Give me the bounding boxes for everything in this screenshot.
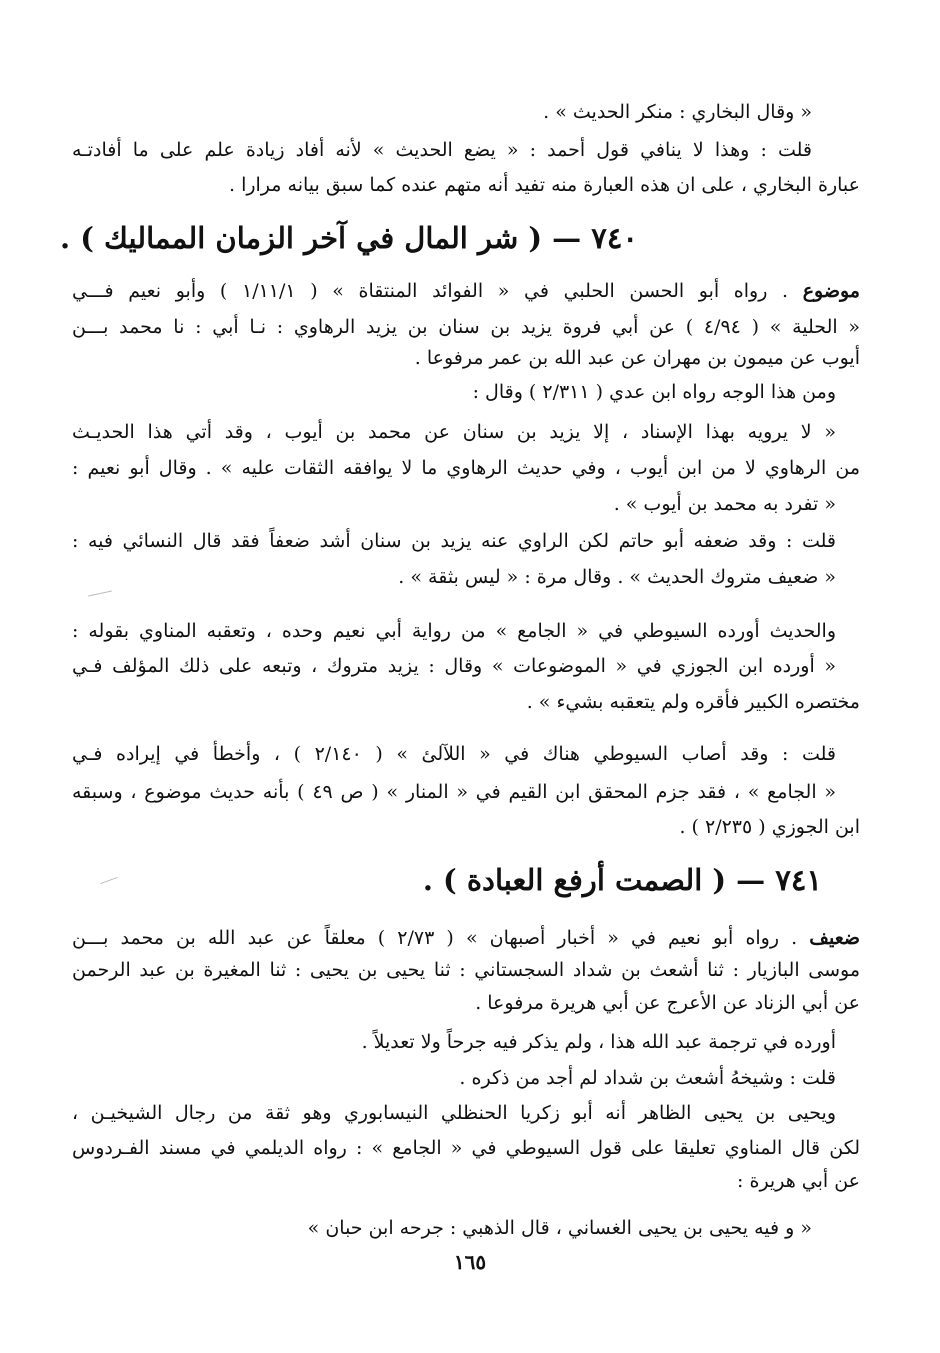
text-line: مختصره الكبير فأقره ولم يتعقبه بشيء » . [526,691,860,713]
text-line: عبارة البخاري ، على ان هذه العبارة منه تفيد أنه متهم عنده كما سبق بيانه مرارا . [229,174,860,196]
text-line: والحديث أورده السيوطي في « الجامع » من رواية أبي نعيم وحده ، وتعقبه المناوي بقوله : [72,620,836,642]
text-line: « الجامع » ، فقد جزم المحقق ابن القيم في « المنار » ( ص ٤٩ ) بأنه حديث موضوع ، وسبقه [72,781,836,803]
grade-line [72,924,860,952]
grade-line [72,277,860,305]
scan-mark [88,591,112,597]
text-line: أيوب عن ميمون بن مهران عن عبد الله بن عمر مرفوعا . [414,347,860,369]
text-line: عن أبي الزناد عن الأعرج عن أبي هريرة مرفوعا . [475,992,860,1014]
quote-line: من الرهاوي لا من ابن أيوب ، وفي حديث الرهاوي ما لا يوافقه الثقات عليه » . وقال أبو نعيم : [72,457,860,479]
page-number: ١٦٥ [453,1250,487,1274]
quote-line: « تفرد به محمد بن أيوب » . [613,493,836,515]
text-line: عن أبي هريرة : [737,1170,860,1192]
hadith-heading-741: ٧٤١ — ( الصمت أرفع العبادة ) . [422,863,822,897]
quote-line: « أورده ابن الجوزي في « الموضوعات » وقال : يزيد متروك ، وتبعه على ذلك المؤلف فـي [72,655,836,677]
grade-line-text: . رواه أبو الحسن الحلبي في « الفوائد المنتقاة » ( ١/١١/١ ) وأبو نعيم فـــي [72,280,789,302]
quote-line: « و فيه يحيى بن يحيى الغساني ، قال الذهبي : جرحه ابن حبان » [307,1217,812,1239]
text-line: لكن قال المناوي تعليقا على قول السيوطي في « الجامع » : رواه الديلمي في مسند الفـردوس [72,1137,860,1159]
text-line: ابن الجوزي ( ٢/٢٣٥ ) . [679,816,860,838]
text-line: قلت : وهذا لا ينافي قول أحمد : « يضع الحديث » لأنه أفاد زيادة علم على ما أفادتـه [72,139,812,161]
quote-line: « لا يرويه بهذا الإسناد ، إلا يزيد بن سنان عن محمد بن أيوب ، وقد أتي هذا الحديـث [72,421,836,443]
text-line: قلت : وقد أصاب السيوطي هناك في « اللآلئ » ( ٢/١٤٠ ) ، وأخطأ في إيراده فـي [72,743,836,765]
text-line: ومن هذا الوجه رواه ابن عدي ( ٢/٣١١ ) وقال : [472,381,836,403]
text-line: قلت : وقد ضعفه أبو حاتم لكن الراوي عنه يزيد بن سنان أشد ضعفاً فقد قال النسائي فيه : [72,530,836,552]
grade-line-text: . رواه أبو نعيم في « أخبار أصبهان » ( ٢/٧٣ ) معلقاً عن عبد الله بن محمد بـــن [72,927,798,949]
text-line: ويحيى بن يحيى الظاهر أنه أبو زكريا الحنظلي النيسابوري وهو ثقة من رجال الشيخيـن ، [72,1102,836,1124]
scan-mark [100,877,117,884]
hadith-heading-740: ٧٤٠ — ( شر المال في آخر الزمان المماليك ) . [60,221,638,255]
text-line: « وقال البخاري : منكر الحديث » . [543,101,812,123]
text-line: أورده في ترجمة عبد الله هذا ، ولم يذكر فيه جرحاً ولا تعديلاً . [361,1031,836,1053]
grade-label: ضعيف [809,927,860,949]
grade-label: موضوع [802,280,860,302]
quote-line: « ضعيف متروك الحديث » . وقال مرة : « ليس بثقة » . [398,566,836,588]
text-line: موسى البازيار : ثنا أشعث بن شداد السجستاني : ثنا يحيى بن يحيى : ثنا المغيرة بن عبد الرحمن [72,959,860,981]
text-line: قلت : وشيخهُ أشعث بن شداد لم أجد من ذكره . [459,1067,836,1089]
text-line: « الحلية » ( ٤/٩٤ ) عن أبي فروة يزيد بن سنان بن يزيد الرهاوي : نـا أبي : نا محمد بـــن [72,316,860,338]
